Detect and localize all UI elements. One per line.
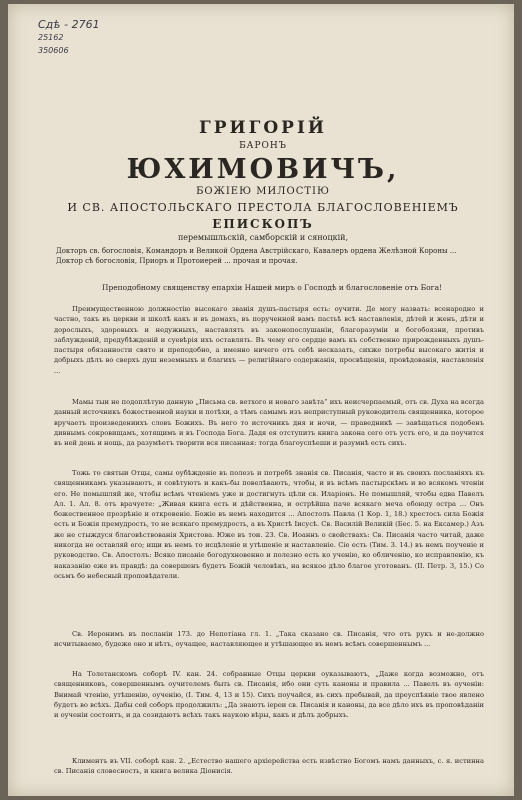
grace-formula: БОЖІЕЮ МИЛОСТІЮ [196, 186, 330, 197]
baron-title: БАРОНЪ [239, 141, 287, 151]
archive-number: 25162 [38, 33, 64, 42]
greeting-line: Преподобному священству епархіи Нашей миръ о Господѣ и благословеніе отъ Бога! [101, 283, 443, 292]
body-paragraph-3: Тожь то святыи Отцы, самы оубѣжденіе въ полезъ и потребѣ знанія св. Писанія, часто и въ своихъ посланіяхъ къ священникамъ указываютъ, и совѣтуютъ и какъ-бы повелѣваютъ, чтобы, и въ всѣмъ пастырскѣмъ и во всякомъ чтеніи его. Не помышляй же, чтобы всѣмъ чтеніемъ уже и достигнуть цѣли св. Иларіонъ. Не помышляй, чтобы едва Павелъ Ал. 1. Ал. 8. отъ врачуете: „Живая книга есть и дѣйственна, и острѣйша паче всякаго меча обоюду острa ... Онъ божественное прозрѣніе и откровеніе. Божіе въ немъ находится ... Апостолъ Павла (1 Кор. 1, 18.) хрестосъ сила Божія есть и Божія премудрость, то не всякаго премудрость, а въ Христѣ Іисусѣ. Св. Василій Великій (Бес. 5. на Ексамер.) Азъ же не стыждуся благовѣствованія Христова. Юже въ тои. 23. Св. Иоаннъ о свойствахъ: Св. Писанія часто читай, даже никогда не оставляй его; ищи въ немъ то исцѣленіе и утѣшеніе и наставленіе. Сіе есть (Тим. 3. 14.) въ немъ поученіе и руководство. Св. Апостолъ: Всяко писаніе богодухновенно и полезно есть ко ученію, ко обличенію, ко исправленію, къ наказанію еже въ правдѣ: да совершенъ будетъ Божій человѣкъ, на всякое дѣло благое уготованъ. (II. Петр. 3, 15.) Со осьмъ бо небесный проповѣдатели. [54, 469, 484, 580]
archive-number-secondary: 350606 [38, 46, 69, 55]
bishop-surname: ЮХИМОВИЧЪ, [126, 154, 400, 185]
body-paragraph-1: Преимущественною должностію высокаго званія душъ-пастыря есть: оучити. Де могу назвать: всенародно и частно, такъ въ церкви и школѣ какъ и въ домахъ, въ порученной вамъ пастьѣ всѣ наставленія, дѣтей и женъ, дѣти и дорослыхъ, здоровыхъ и недужныхъ, наставлять въ законопослушаніи, благоразуміи и богобоязни, противъ заблужденій, предубѣжденій и суевѣрія ихъ оставлять. Въ чему его сердце вамъ къ собственно прирожденныхъ душъ-пастыря обязанности свято и преподобно, а именно ничего отъ себѣ несказать, сихже потребы высокаго житія и добрыхъ дѣлъ во сверхъ душ неземныхъ и благихъ — религійнаго содержанія, просвѣщенія, провѣдованія, наставленія ... [54, 305, 484, 375]
body-paragraph-2: Мамы тыи не подоплѣтую данную „Письма св. ветхого и новаго завѣта“ ихъ неисчерпаемый, отъ св. Духа на всегда данный источникъ божественной науки и потѣхи, а тѣмъ самымъ изъ неприступный руководитель священника, которое вручаетъ произведениихъ словъ Божихъ. Въ него то источникъ дня и ночи, — праведникѣ — завѣщаться подобенъ дивнымъ сокровищамъ, хотящимъ и въ Господа Бога. Дадя ея отступитъ книга закона сего отъ устъ его, и да поучится въ ней день и нощь, да разумѣетъ творити вся писанная: тогда благоуспѣеши и разумнѣ есть сихъ. [54, 398, 485, 448]
dioceses-line: перемышльскій, самборскій и сяноцкій, [177, 233, 349, 242]
archive-stamp [38, 18, 128, 57]
body-paragraph-5: На Толетанскомъ соборѣ IV. кан. 24. собранные Отцы церкви оуказываютъ, „Даже когда возможно, отъ священниковъ, совершеннымъ оучителемъ быть св. Писанія, ибо они суть каноны и правила ... Павелъ въ оученіи: Внимай чтенію, утѣшенію, оученію, (I. Тим. 4, 13 и 15). Сихъ поучайся, въ сихъ пребывай, да преуспѣяніе твое явлено будетъ во всѣхъ. Дабы сей соборъ продолжилъ: „Да знаютъ іереи св. Писанія и каноны, да все дѣло ихъ въ проповѣданіи и оученіи состоитъ, и да созидаютъ всѣхъ такъ наукою вѣры, какъ и дѣлъ добрыхъ. [54, 670, 484, 720]
apostolic-throne-formula: И СВ. АПОСТОЛЬСКАГО ПРЕСТОЛА БЛАГОСЛОВЕНІЕМЪ [67, 201, 459, 214]
bishop-title: ЕПИСКОПЪ [212, 217, 314, 231]
body-paragraph-6: Климентъ въ VII. соборѣ кан. 2. „Естество нашего архіерейства есть извѣстно Богомъ намъ данныхъ, с. я. истинна св. Писанія словесность, и книга велика Діонисія. [54, 757, 484, 776]
honorific-titles: Докторъ св. богословія, Командоръ и Великой Ордена Австрійскаго, Кавалеръ ордена Желѣзной Короны ... Доктор сѣ богословія, Приоръ и Протоиерей ... прочая и прочая. [56, 247, 457, 265]
bishop-first-name: ГРИГОРІЙ [199, 118, 327, 138]
body-paragraph-4: Св. Иеронимъ въ посланіи 173. до Непотіана гл. 1. „Така сказано св. Писанія, что отъ рукъ и не-должно исчитываемо, будеже оно и нѣтъ, оучащее, наставляющее и утѣшающее въ немъ всѣмъ совершеннымъ ... [54, 630, 484, 649]
document-page [8, 4, 514, 796]
archive-shelfmark: Сдѣ - 2761 [38, 18, 100, 31]
